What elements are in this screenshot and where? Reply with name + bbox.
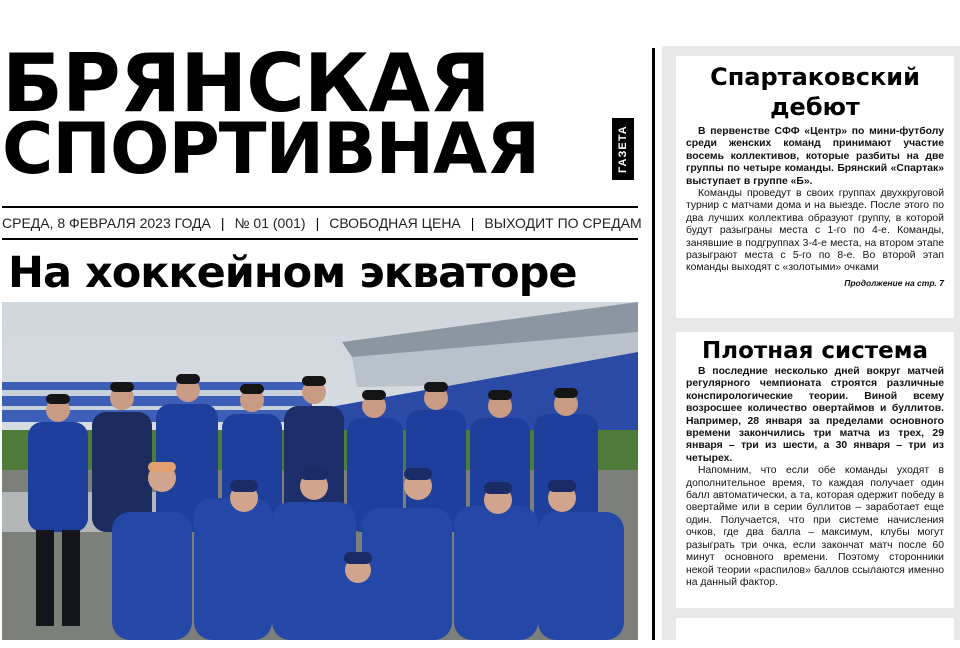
team-photo bbox=[2, 302, 638, 640]
article-plotnaya-lead: В последние несколько дней вокруг матчей регулярного чемпионата строятся различные конспирологические теории. Виной всему возросшее количество овертаймов и буллитов. Например, 28 января за пределами основного времени закончились три матча из трех, 29 января – три из шести, а 30 января – три из четырех. bbox=[686, 366, 944, 464]
next-article-stub bbox=[676, 618, 954, 648]
separator: | bbox=[315, 215, 320, 231]
article-spartak-title: Спартаковский дебют bbox=[710, 63, 920, 121]
article-spartak-continued: Продолжение на стр. 7 bbox=[844, 277, 944, 288]
masthead-line1: БРЯНСКАЯ bbox=[2, 37, 490, 130]
team-photo-illustration bbox=[2, 302, 638, 640]
article-spartak-lead: В первенстве СФФ «Центр» по мини-футболу среди женских команд принимают участие восемь коллективов, которые разбиты на две группы по четыре команды. Брянский «Спартак» выступает в группе «Б». bbox=[686, 126, 944, 187]
masthead-tag: ГАЗЕТА bbox=[612, 118, 634, 180]
separator: | bbox=[470, 215, 475, 231]
bottom-rule bbox=[2, 238, 638, 240]
column-divider bbox=[652, 48, 655, 640]
issue-info-bar bbox=[2, 212, 642, 234]
separator: | bbox=[220, 215, 225, 231]
article-spartak bbox=[676, 56, 954, 318]
top-rule bbox=[2, 206, 638, 208]
issue-price: СВОБОДНАЯ ЦЕНА bbox=[329, 215, 461, 231]
issue-schedule: ВЫХОДИТ ПО СРЕДАМ bbox=[484, 215, 642, 231]
masthead-line2: СПОРТИВНАЯ bbox=[2, 108, 540, 190]
issue-date: СРЕДА, 8 ФЕВРАЛЯ 2023 ГОДА bbox=[2, 215, 211, 231]
main-headline: На хоккейном экваторе bbox=[8, 248, 577, 298]
issue-number: № 01 (001) bbox=[234, 215, 306, 231]
article-plotnaya-body: Напомним, что если обе команды уходят в дополнительное время, то каждая получает один балл автоматически, а та, которая одержит победу в овертайме или в серии буллитов – заработает еще один. Получается, что при системе начисления очков, где два балла – максимум, клубы могут разыграть три очка, если закончат матч после 60 минут основного времени. Поэтому сторонники некой теории «распилов» баллов ссылаются именно на данный фактор. bbox=[686, 465, 944, 588]
article-plotnaya bbox=[676, 332, 954, 608]
article-spartak-body: Команды проведут в своих группах двухкруговой турнир с матчами дома и на выезде. После этого по два лучших коллектива образуют группу, в которой будут разыграны места с 1-го по 4-е. Команды, занявшие в подгруппах 3-4-е места, на втором этапе разыграют места с 5-го по 8-е. Во второй этап команды выходят с «золотыми» очками bbox=[686, 188, 944, 274]
article-plotnaya-title: Плотная система bbox=[701, 338, 929, 364]
